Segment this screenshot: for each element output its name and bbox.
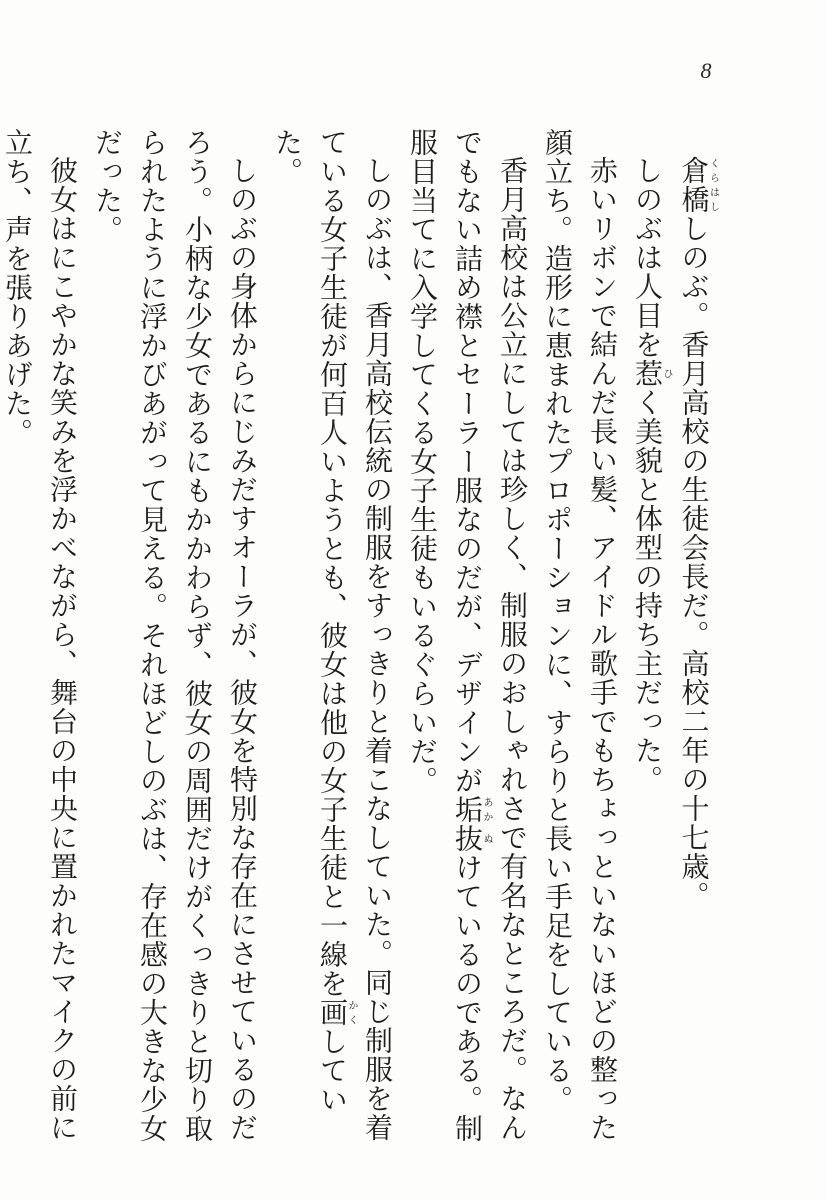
ruby-annotation: [451, 824, 492, 853]
text-run: く美貌と体型の持ち主だった。: [631, 388, 664, 794]
ruby-annotation: [631, 359, 672, 388]
ruby-reading: ぬ: [481, 824, 492, 853]
ruby-annotation: [316, 998, 357, 1027]
paragraph: [672, 128, 719, 1168]
ruby-base: 画: [316, 998, 349, 1027]
text-run: 香月高校は公立にしては珍しく、制服のおしゃれさで有名なところだ。なんでもない詰め襟とセーラー服なのだが、デザインが: [451, 128, 529, 1142]
paragraph: [265, 128, 400, 1168]
text-run: けているのである。制服目当てに入学してくる女子生徒もいるぐらいだ。: [406, 128, 484, 1143]
text-run: しのぶは人目を: [631, 156, 664, 359]
ruby-reading: かく: [346, 998, 357, 1027]
text-run: しのぶ。香月高校の生徒会長だ。高校二年の十七歳。: [677, 214, 711, 910]
paragraph: [625, 128, 672, 1168]
ruby-annotation: [677, 156, 719, 214]
paragraph: [400, 128, 535, 1168]
ruby-annotation: [451, 795, 492, 824]
paragraph: [85, 128, 265, 1168]
paragraph: [535, 128, 625, 1168]
body-text: [0, 128, 718, 1168]
ruby-reading: ひ: [661, 359, 672, 388]
text-run: 赤いリボンで結んだ長い髪、アイドル歌手でもちょっといないほどの整った顔立ち。造形に恵まれたプロポーションに、すらりと長い手足をしている。: [541, 128, 619, 1142]
text-run: しのぶは、香月高校伝統の制服をすっきりと着こなしていた。同じ制服を着ている女子生徒が何百人いようとも、彼女は他の女子生徒と一線を: [316, 128, 394, 1142]
ruby-reading: くらはし: [707, 156, 719, 214]
ruby-base: 抜: [451, 824, 484, 853]
paragraph: [0, 128, 85, 1168]
ruby-base: 垢: [451, 795, 484, 824]
ruby-base: 惹: [631, 359, 664, 388]
ruby-reading: あか: [481, 795, 492, 824]
text-run: 彼女はにこやかな笑みを浮かべながら、舞台の中央に置かれたマイクの前に立ち、声を張りあげた。: [1, 128, 79, 1142]
page-number: 8: [700, 58, 712, 83]
ruby-base: 倉橋: [677, 156, 711, 214]
text-run: していた。: [271, 128, 349, 1114]
text-run: しのぶの身体からにじみだすオーラが、彼女を特別な存在にさせているのだろう。小柄な少女であるにもかかわらず、彼女の周囲だけがくっきりと切り取られたように浮かびあがって見える。それほどしのぶは、存在感の大きな少女だった。: [91, 128, 259, 1143]
